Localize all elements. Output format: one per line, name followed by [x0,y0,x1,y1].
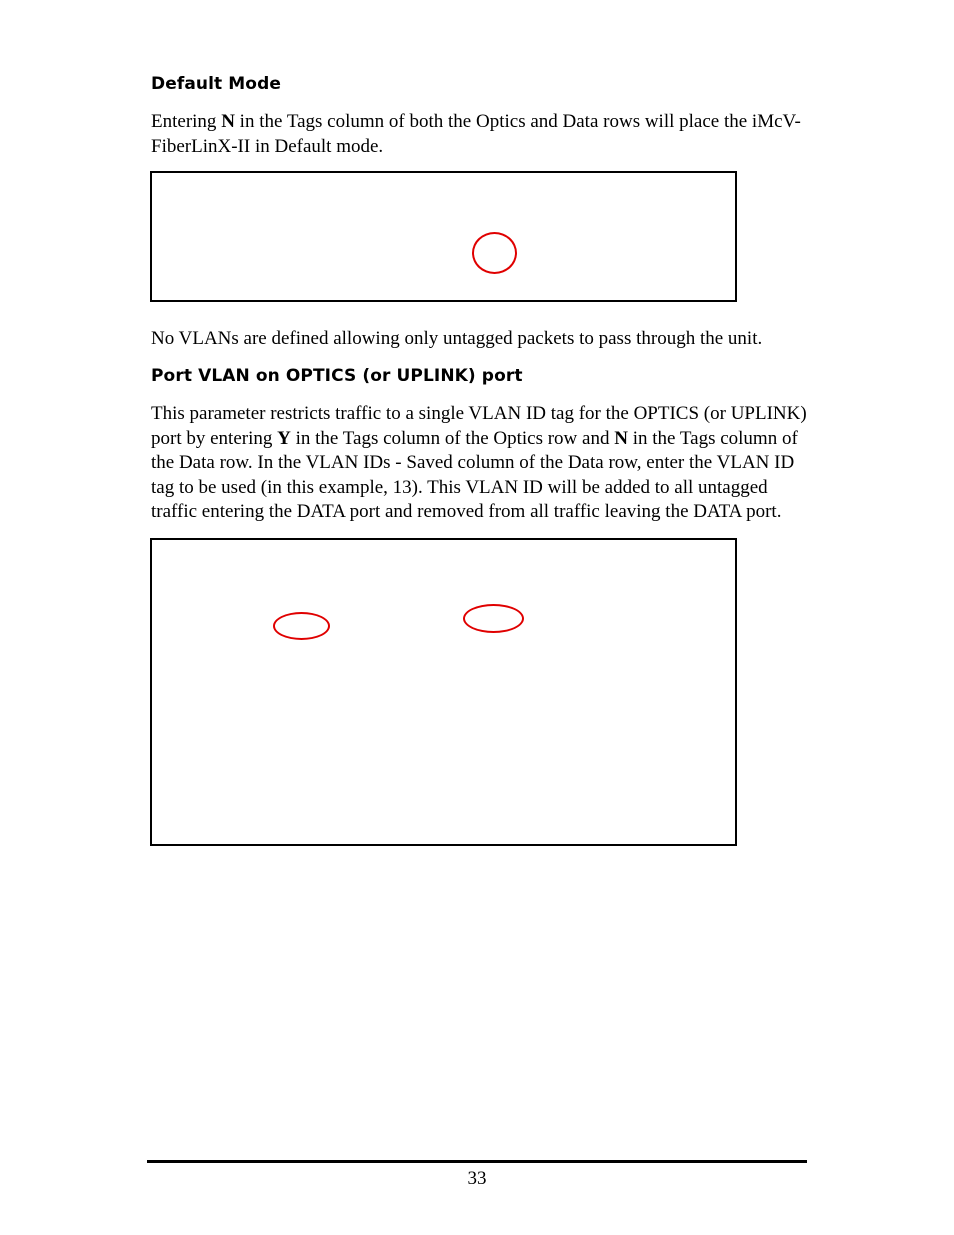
section-heading-port-vlan: Port VLAN on OPTICS (or UPLINK) port [151,366,523,386]
page-number: 33 [467,1168,487,1189]
default-mode-paragraph: Entering N in the Tags column of both the Optics and Data rows will place the iMcV-FiberLinX-II in Default mode. [151,111,801,157]
port-vlan-screenshot-frame [150,538,737,846]
tags-column-highlight-circle [472,232,517,274]
default-mode-screenshot-frame [150,171,737,302]
section-heading-default-mode: Default Mode [151,74,281,94]
footer-rule [147,1160,807,1163]
port-vlan-paragraph: This parameter restricts traffic to a single VLAN ID tag for the OPTICS (or UPLINK) port by entering Y in the Tags column of the Optics row and N in the Tags column of the Data row. In the VLAN IDs - Saved column of the Data row, enter the VLAN ID tag to be used (in this example, 13). This VLAN ID will be added to all untagged traffic entering the DATA port and removed from all traffic leaving the DATA port. [151,403,807,522]
default-mode-note: No VLANs are defined allowing only untagged packets to pass through the unit. [151,328,763,349]
tags-highlight-circle [463,604,524,633]
vlan-id-highlight-circle [273,612,330,640]
